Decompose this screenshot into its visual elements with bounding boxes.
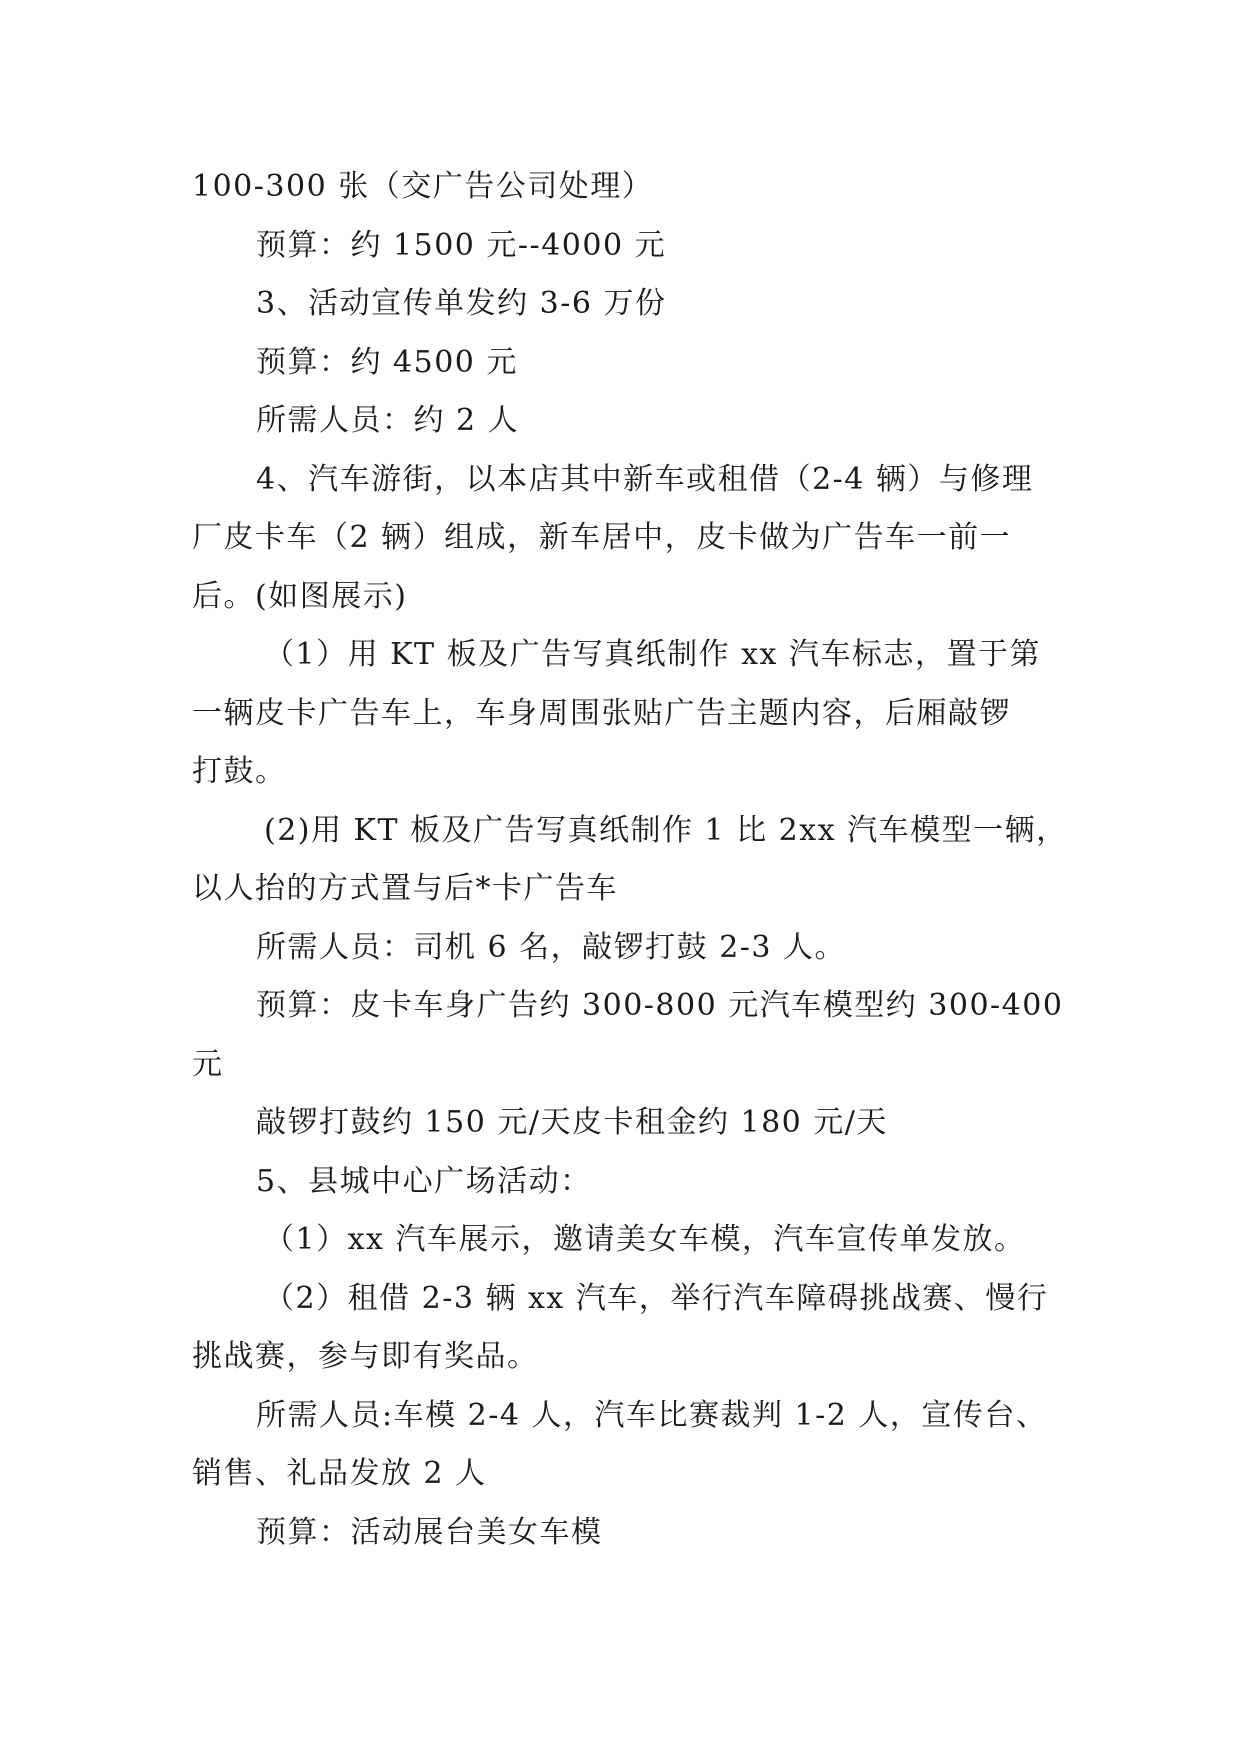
text-line: 所需人员:车模 2-4 人，汽车比赛裁判 1-2 人，宣传台、 xyxy=(256,1397,1048,1433)
text-line: 所需人员：司机 6 名，敲锣打鼓 2-3 人。 xyxy=(256,929,847,965)
document-body xyxy=(192,158,1068,1562)
text-line: 5、县城中心广场活动： xyxy=(256,1163,592,1199)
text-line: 100-300 张（交广告公司处理） xyxy=(192,169,654,204)
text-line: 后。(如图展示) xyxy=(192,578,408,614)
text-line: 预算：皮卡车身广告约 300-800 元汽车模型约 300-400 xyxy=(256,988,1064,1023)
text-line: (2)用 KT 板及广告写真纸制作 1 比 2xx 汽车模型一辆， xyxy=(264,812,1068,848)
text-line: 所需人员：约 2 人 xyxy=(256,403,520,438)
text-line: 4、汽车游街，以本店其中新车或租借（2-4 辆）与修理 xyxy=(256,461,1034,497)
text-line: （1）用 KT 板及广告写真纸制作 xx 汽车标志，置于第 xyxy=(264,637,1041,672)
text-line: 厂皮卡车（2 辆）组成，新车居中，皮卡做为广告车一前一 xyxy=(192,520,1012,555)
text-line: 预算：活动展台美女车模 xyxy=(256,1514,603,1550)
text-line: 销售、礼品发放 2 人 xyxy=(192,1456,487,1491)
text-line: 3、活动宣传单发约 3-6 万份 xyxy=(256,286,667,321)
text-line: 元 xyxy=(192,1046,224,1082)
text-line: 敲锣打鼓约 150 元/天皮卡租金约 180 元/天 xyxy=(256,1105,888,1140)
text-line: 一辆皮卡广告车上，车身周围张贴广告主题内容，后厢敲锣 xyxy=(192,695,1011,731)
text-line: 预算：约 4500 元 xyxy=(256,344,518,380)
text-line: 挑战赛，参与即有奖品。 xyxy=(192,1339,539,1374)
text-line: 预算：约 1500 元--4000 元 xyxy=(256,227,667,263)
text-line: 以人抬的方式置与后*卡广告车 xyxy=(192,871,618,906)
text-line: （1）xx 汽车展示，邀请美女车模，汽车宣传单发放。 xyxy=(264,1222,1026,1257)
text-line: （2）租借 2-3 辆 xx 汽车，举行汽车障碍挑战赛、慢行 xyxy=(264,1280,1049,1316)
text-line: 打鼓。 xyxy=(192,754,287,789)
